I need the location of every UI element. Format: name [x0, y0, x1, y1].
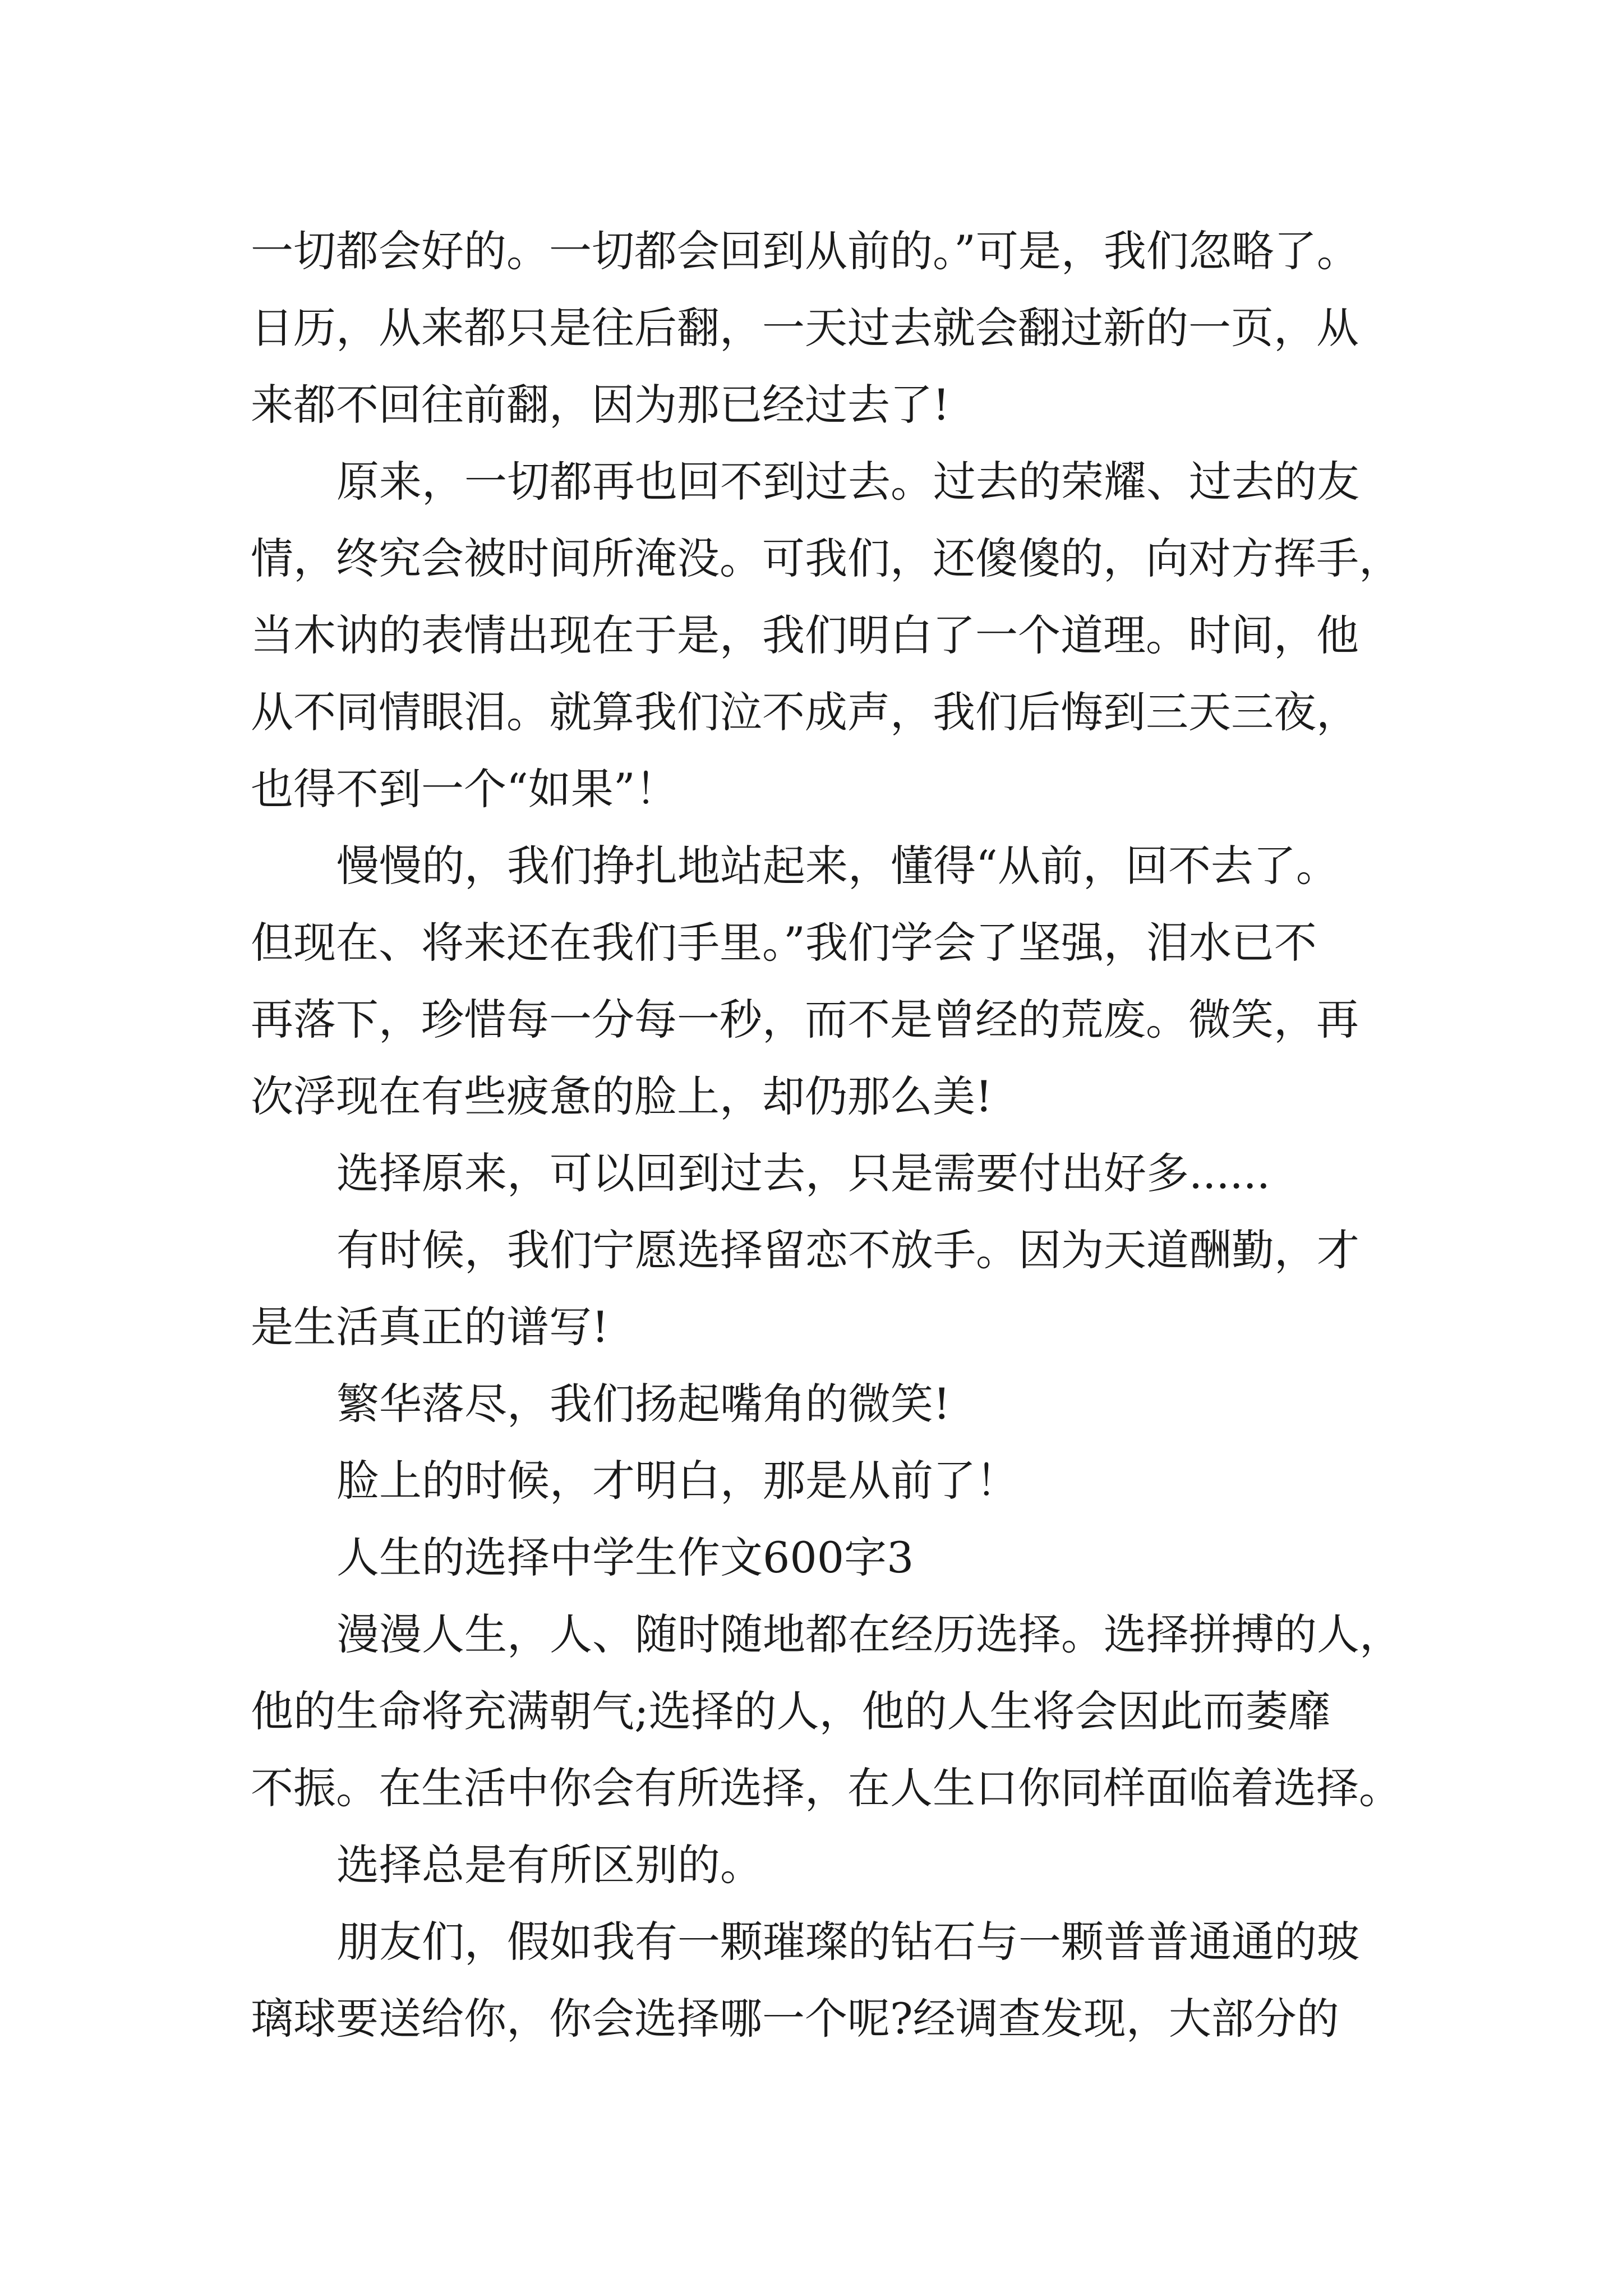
paragraph-start-line: 漫漫人生，人、随时随地都在经历选择。选择拼搏的人， — [336, 1609, 1402, 1659]
text-line: 是生活真正的谱写! — [251, 1302, 609, 1352]
paragraph-start-line: 繁华落尽，我们扬起嘴角的微笑! — [336, 1379, 951, 1429]
text-line: 也得不到一个“如果”！ — [251, 764, 678, 814]
text-line: 再落下，珍惜每一分每一秒，而不是曾经的荒废。微笑，再 — [251, 995, 1359, 1045]
text-line: 次浮现在有些疲惫的脸上，却仍那么美! — [251, 1071, 993, 1121]
section-title-line: 人生的选择中学生作文600字3 — [336, 1533, 914, 1582]
text-line: 日历，从来都只是往后翻，一天过去就会翻过新的一页，从 — [251, 303, 1359, 353]
text-line: 但现在、将来还在我们手里。”我们学会了坚强，泪水已不 — [251, 918, 1317, 968]
paragraph-start-line: 脸上的时候，才明白，那是从前了！ — [336, 1456, 1018, 1506]
paragraph-start-line: 选择原来，可以回到过去，只是需要付出好多...... — [336, 1148, 1270, 1198]
paragraph-start-line: 原来，一切都再也回不到过去。过去的荣耀、过去的友 — [336, 457, 1359, 507]
text-line: 他的生命将充满朝气;选择的人，他的人生将会因此而萎靡 — [251, 1686, 1331, 1736]
paragraph-start-line: 慢慢的，我们挣扎地站起来，懂得“从前，回不去了。 — [336, 841, 1339, 891]
text-line: 从不同情眼泪。就算我们泣不成声，我们后悔到三天三夜， — [251, 687, 1359, 737]
paragraph-start-line: 有时候，我们宁愿选择留恋不放手。因为天道酬勤，才 — [336, 1225, 1359, 1275]
paragraph-start-line: 朋友们，假如我有一颗璀璨的钻石与一颗普普通通的玻 — [336, 1917, 1359, 1967]
paragraph-start-line: 选择总是有所区别的。 — [336, 1840, 763, 1890]
text-line: 来都不回往前翻，因为那已经过去了! — [251, 380, 950, 430]
text-line: 当木讷的表情出现在于是，我们明白了一个道理。时间，他 — [251, 610, 1359, 660]
body-text — [251, 213, 1417, 2057]
text-line: 不振。在生活中你会有所选择，在人生口你同样面临着选择。 — [251, 1763, 1401, 1813]
text-line: 一切都会好的。一切都会回到从前的。”可是，我们忽略了。 — [251, 226, 1359, 276]
text-line: 璃球要送给你，你会选择哪一个呢?经调查发现，大部分的 — [251, 1994, 1339, 2044]
text-line: 情，终究会被时间所淹没。可我们，还傻傻的，向对方挥手， — [251, 533, 1401, 583]
